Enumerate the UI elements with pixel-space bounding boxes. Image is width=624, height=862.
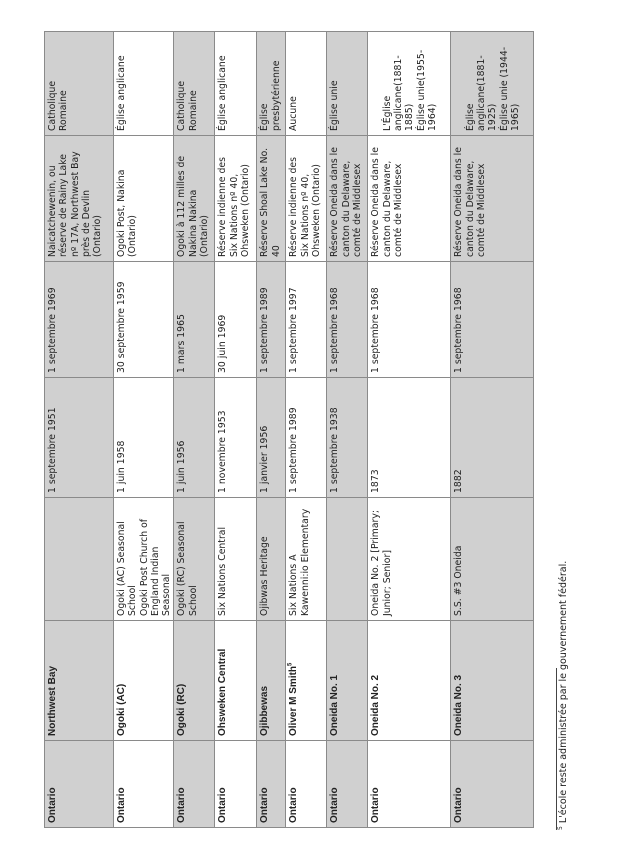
- table-row: [368, 32, 451, 828]
- province-cell: [368, 741, 451, 828]
- opened-date-cell: [114, 378, 174, 498]
- location-cell: [451, 136, 534, 262]
- church-cell: [215, 32, 257, 136]
- cell-text: 1 janvier 1956: [259, 425, 271, 493]
- cell-line: Église unie(1955-: [415, 49, 427, 131]
- cell-line: 1964): [426, 103, 438, 131]
- closed-date-cell: [257, 262, 286, 378]
- cell-text: 1 mars 1965: [176, 314, 188, 373]
- cell-line: Oneida No. 2 [Primary;: [370, 509, 382, 616]
- cell-line: canton du Delaware,: [381, 160, 393, 257]
- cell-line: Réserve Oneida dans le: [370, 147, 382, 257]
- location-cell: [114, 136, 174, 262]
- table-row: [114, 32, 174, 828]
- cell-line: Ogoki (AC) Seasonal: [116, 521, 127, 616]
- closed-date-cell: [451, 262, 534, 378]
- cell-text: 1 septembre 1989: [288, 407, 300, 493]
- church-cell: [174, 32, 215, 136]
- cell-text: Ontario: [176, 787, 188, 823]
- footnote-separator: [556, 668, 557, 830]
- footnote-marker: 5: [556, 826, 564, 830]
- province-cell: [45, 741, 114, 828]
- cell-line: comté de Middlesex: [393, 163, 405, 257]
- cell-line: Romaine: [187, 90, 199, 131]
- cell-line: Ogoki (RC) Seasonal: [176, 521, 188, 616]
- opened-date-cell: [368, 378, 451, 498]
- cell-text: 1 juin 1956: [176, 440, 188, 493]
- cell-line: près de Devlin: [80, 189, 92, 257]
- closed-date-cell: [114, 262, 174, 378]
- school-name-cell: [45, 621, 114, 741]
- cell-text: 1 septembre 1968: [329, 287, 341, 373]
- cell-line: Kawenni:io Elementary: [299, 508, 311, 616]
- closed-date-cell: [327, 262, 368, 378]
- cell-line: canton du Delaware,: [464, 160, 476, 257]
- cell-line: Réserve Oneida dans le: [453, 147, 465, 257]
- cell-line: S.S. #3 Oneida: [453, 545, 465, 616]
- location-cell: [215, 136, 257, 262]
- cell-line: Ohsweken (Ontario): [240, 164, 252, 257]
- cell-line: anglicane(1881-: [476, 55, 488, 131]
- school-name-cell: [327, 621, 368, 741]
- province-cell: [327, 741, 368, 828]
- rotated-table-container: [44, 32, 528, 828]
- footnote-reference: 5: [288, 662, 295, 666]
- opened-date-cell: [45, 378, 114, 498]
- cell-line: Naicatchewenin, ou: [47, 165, 58, 257]
- cell-line: [370, 36, 381, 131]
- cell-line: Romaine: [58, 90, 70, 131]
- closed-date-cell: [215, 262, 257, 378]
- cell-line: Ogoki à 112 milles de: [176, 155, 188, 257]
- church-cell: [327, 32, 368, 136]
- cell-line: Catholique: [176, 80, 188, 131]
- cell-line: 1965): [509, 103, 521, 131]
- cell-line: (Ontario): [92, 215, 104, 257]
- cell-text: Ogoki (RC): [176, 683, 188, 736]
- cell-line: Église: [259, 103, 271, 131]
- opened-date-cell: [286, 378, 327, 498]
- church-cell: [368, 32, 451, 136]
- cell-text: Oliver M Smith: [288, 665, 300, 736]
- cell-text: 1 septembre 1997: [288, 287, 300, 373]
- cell-line: Nakina Nakina: [187, 189, 199, 257]
- school-name-cell: [368, 621, 451, 741]
- church-cell: [286, 32, 327, 136]
- province-cell: [451, 741, 534, 828]
- cell-line: canton du Delaware,: [340, 160, 352, 257]
- closed-date-cell: [368, 262, 451, 378]
- cell-line: Réserve indienne des: [217, 157, 229, 257]
- school-name-cell: [215, 621, 257, 741]
- cell-text: Oneida No. 3: [453, 674, 465, 736]
- cell-line: comté de Middlesex: [476, 163, 488, 257]
- cell-text: 30 juin 1969: [217, 314, 229, 373]
- church-cell: [114, 32, 174, 136]
- cell-text: Ojibbewas: [259, 685, 271, 736]
- opened-date-cell: [174, 378, 215, 498]
- school-name-cell: [286, 621, 327, 741]
- cell-line: Église anglicane: [217, 55, 229, 131]
- cell-line: 1925): [487, 103, 499, 131]
- alternate-name-cell: [368, 498, 451, 621]
- cell-line: Réserve Oneida dans le: [329, 147, 341, 257]
- alternate-name-cell: [174, 498, 215, 621]
- cell-text: 1 septembre 1968: [370, 287, 382, 373]
- cell-line: England Indian Seasonal: [149, 546, 173, 616]
- location-cell: [257, 136, 286, 262]
- table-row: [174, 32, 215, 828]
- location-cell: [45, 136, 114, 262]
- table-row: [45, 32, 114, 828]
- cell-text: 1 septembre 1969: [47, 287, 58, 373]
- cell-line: presbytérienne: [270, 60, 282, 131]
- cell-line: Ogoki Post, Nakina: [116, 169, 127, 257]
- cell-line: anglicane(1881-: [393, 55, 405, 131]
- location-cell: [327, 136, 368, 262]
- cell-text: Ontario: [47, 787, 58, 823]
- cell-line: 40: [270, 245, 282, 257]
- cell-text: Ontario: [370, 787, 382, 823]
- cell-text: Oneida No. 1: [329, 674, 341, 736]
- cell-line: Ohsweken (Ontario): [311, 164, 323, 257]
- alternate-name-cell: [114, 498, 174, 621]
- cell-line: (Ontario): [127, 215, 139, 257]
- opened-date-cell: [215, 378, 257, 498]
- cell-text: 1 septembre 1989: [259, 287, 271, 373]
- cell-line: Aucune: [288, 96, 300, 131]
- table-row: [215, 32, 257, 828]
- alternate-name-cell: [327, 498, 368, 621]
- location-cell: [286, 136, 327, 262]
- cell-text: 1 septembre 1938: [329, 407, 341, 493]
- school-name-cell: [257, 621, 286, 741]
- alternate-name-cell: [257, 498, 286, 621]
- closed-date-cell: [45, 262, 114, 378]
- cell-line: Ogoki Post Church of: [138, 518, 150, 616]
- province-cell: [114, 741, 174, 828]
- cell-line: Réserve indienne des: [288, 157, 300, 257]
- cell-text: Ogoki (AC): [116, 683, 127, 736]
- cell-line: comté de Middlesex: [352, 163, 364, 257]
- church-cell: [451, 32, 534, 136]
- schools-table: [44, 31, 534, 828]
- cell-line: Ojibwas Heritage: [259, 536, 271, 616]
- province-cell: [215, 741, 257, 828]
- table-row: [257, 32, 286, 828]
- cell-line: L'Église: [381, 95, 393, 131]
- school-name-cell: [174, 621, 215, 741]
- cell-text: Ontario: [217, 787, 229, 823]
- table-row: [327, 32, 368, 828]
- school-name-cell: [114, 621, 174, 741]
- cell-line: Église unie: [329, 80, 341, 131]
- alternate-name-cell: [451, 498, 534, 621]
- province-cell: [257, 741, 286, 828]
- cell-line: (Ontario): [199, 215, 211, 257]
- location-cell: [368, 136, 451, 262]
- footnote: [558, 561, 569, 830]
- location-cell: [174, 136, 215, 262]
- table-row: [451, 32, 534, 828]
- province-cell: [174, 741, 215, 828]
- cell-text: 1882: [453, 469, 465, 493]
- cell-line: Église: [464, 103, 476, 131]
- cell-text: Ontario: [329, 787, 341, 823]
- opened-date-cell: [327, 378, 368, 498]
- cell-text: 1 septembre 1968: [453, 287, 465, 373]
- cell-line: Réserve Shoal Lake No.: [259, 147, 271, 257]
- alternate-name-cell: [45, 498, 114, 621]
- table-row: [286, 32, 327, 828]
- cell-line: School: [187, 585, 199, 616]
- alternate-name-cell: [286, 498, 327, 621]
- cell-line: Junior; Senior]: [381, 550, 393, 616]
- cell-line: Église unie (1944-: [498, 46, 510, 131]
- opened-date-cell: [257, 378, 286, 498]
- cell-line: School: [127, 585, 139, 616]
- cell-text: Northwest Bay: [47, 665, 58, 736]
- cell-line: réserve de Rainy Lake: [58, 153, 70, 257]
- cell-line: Six Nations nº 40,: [299, 173, 311, 257]
- opened-date-cell: [451, 378, 534, 498]
- cell-text: Ohsweken Central: [217, 648, 229, 736]
- cell-text: Ontario: [259, 787, 271, 823]
- church-cell: [257, 32, 286, 136]
- school-name-cell: [451, 621, 534, 741]
- cell-text: 1 novembre 1953: [217, 410, 229, 493]
- province-cell: [286, 741, 327, 828]
- cell-text: 30 septembre 1959: [116, 281, 127, 373]
- cell-line: Six Nations Central: [217, 526, 229, 616]
- alternate-name-cell: [215, 498, 257, 621]
- cell-line: nº 17A, Northwest Bay: [69, 151, 81, 257]
- cell-text: 1 septembre 1951: [47, 407, 58, 493]
- cell-line: [453, 36, 464, 131]
- cell-line: 1885): [404, 103, 416, 131]
- footnote-text: L'école reste administrée par le gouvernement fédéral.: [558, 560, 569, 824]
- cell-text: 1 juin 1958: [116, 440, 127, 493]
- cell-line: Catholique: [47, 80, 58, 131]
- cell-line: Six Nations nº 40,: [228, 173, 240, 257]
- cell-text: 1873: [370, 469, 382, 493]
- church-cell: [45, 32, 114, 136]
- cell-text: Ontario: [116, 787, 127, 823]
- cell-line: Six Nations A: [288, 554, 300, 616]
- table-body: [45, 32, 534, 828]
- cell-text: Ontario: [288, 787, 300, 823]
- cell-text: Oneida No. 2: [370, 674, 382, 736]
- closed-date-cell: [286, 262, 327, 378]
- cell-line: Église anglicane: [116, 55, 127, 131]
- closed-date-cell: [174, 262, 215, 378]
- cell-text: Ontario: [453, 787, 465, 823]
